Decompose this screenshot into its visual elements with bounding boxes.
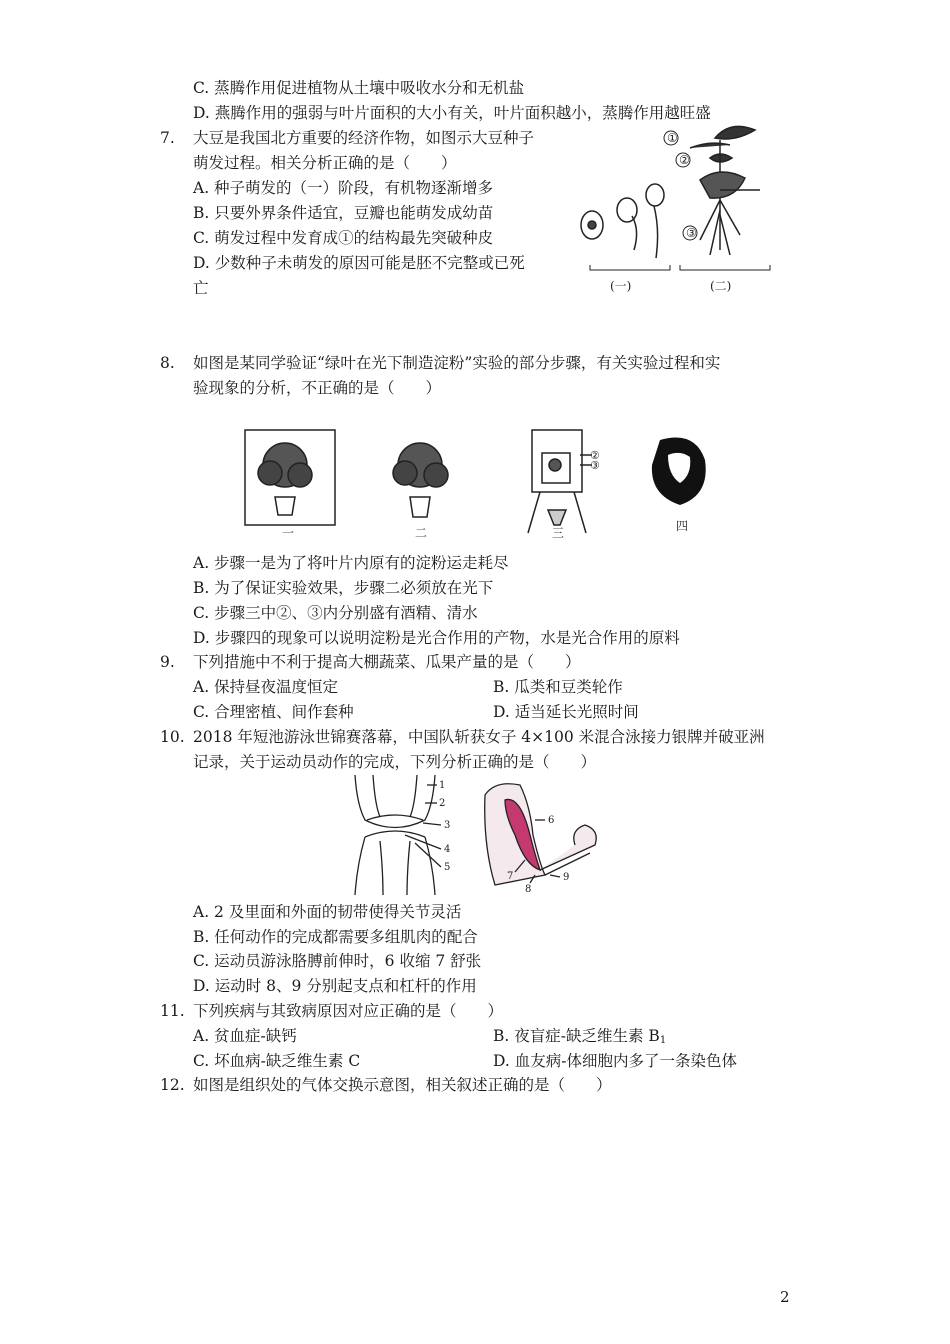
step-2-plant-light (393, 443, 448, 517)
step-3-water-bath (528, 430, 592, 533)
fig-marker-2: ② (590, 449, 600, 462)
seed-stage-1 (581, 184, 664, 258)
q9-option-b: B. 瓜类和豆类轮作 (493, 678, 623, 696)
q10-option-c: C. 运动员游泳胳膊前伸时，6 收缩 7 舒张 (193, 952, 482, 970)
q11-option-b-main: B. 夜盲症-缺乏维生素 B (493, 1027, 660, 1045)
step-label-1: 一 (282, 526, 295, 540)
stage-label-1: (一) (610, 279, 632, 293)
q12-number: 12. (160, 1076, 185, 1094)
q10-option-b: B. 任何动作的完成都需要多组肌肉的配合 (193, 928, 478, 946)
fig-label-6: 6 (548, 815, 555, 826)
q10-option-a: A. 2 及里面和外面的韧带使得关节灵活 (193, 903, 462, 921)
fig-label-2: 2 (439, 798, 446, 809)
fig-label-8: 8 (525, 884, 532, 895)
q10-option-d: D. 运动时 8、9 分别起支点和杠杆的作用 (193, 977, 477, 995)
q8-option-b: B. 为了保证实验效果，步骤二必须放在光下 (193, 579, 494, 597)
step-label-4: 四 (676, 519, 689, 533)
q10-number: 10. (160, 728, 185, 746)
q7-option-a: A. 种子萌发的（一）阶段，有机物逐渐增多 (193, 179, 494, 197)
knee-joint-diagram (355, 775, 441, 895)
q11-number: 11. (160, 1002, 185, 1020)
q9-option-a: A. 保持昼夜温度恒定 (193, 678, 339, 696)
label-marker-1: ① (667, 131, 678, 145)
q7-stem-line1: 大豆是我国北方重要的经济作物，如图示大豆种子 (193, 129, 535, 147)
fig-label-7: 7 (507, 871, 514, 882)
fig-marker-3: ③ (590, 459, 600, 472)
soybean-germination-figure (570, 120, 795, 300)
q8-number: 8. (160, 354, 175, 372)
q11-stem: 下列疾病与其致病原因对应正确的是（ ） (193, 1002, 504, 1020)
q8-option-a: A. 步骤一是为了将叶片内原有的淀粉运走耗尽 (193, 554, 509, 572)
q10-stem-line1: 2018 年短池游泳世锦赛落幕，中国队斩获女子 4×100 米混合泳接力银牌并破亚洲 (193, 728, 765, 746)
q11-option-b (493, 1026, 666, 1051)
fig-label-3: 3 (444, 820, 451, 831)
q7-number: 7. (160, 129, 175, 147)
q7-option-d-line2: 亡 (193, 279, 209, 297)
q8-stem-line1: 如图是某同学验证“绿叶在光下制造淀粉”实验的部分步骤，有关实验过程和实 (193, 354, 721, 372)
fig-label-9: 9 (563, 872, 570, 883)
step-4-stained-leaf (652, 438, 706, 506)
fig-label-5: 5 (444, 862, 451, 873)
q7-option-d-line1: D. 少数种子未萌发的原因可能是胚不完整或已死 (193, 254, 525, 272)
q8-stem-line2: 验现象的分析，不正确的是（ ） (193, 379, 442, 397)
step-1-plant-dark (245, 430, 335, 525)
q7-option-c: C. 萌发过程中发育成①的结构最先突破种皮 (193, 229, 494, 247)
q8-option-c: C. 步骤三中②、③内分别盛有酒精、清水 (193, 604, 478, 622)
q8-option-d: D. 步骤四的现象可以说明淀粉是光合作用的产物，水是光合作用的原料 (193, 629, 680, 647)
step-label-3: 三 (552, 526, 565, 540)
label-marker-2: ② (679, 153, 690, 167)
q11-option-a: A. 贫血症-缺钙 (193, 1027, 297, 1045)
arm-muscle-diagram (485, 784, 597, 885)
q11-option-d: D. 血友病-体细胞内多了一条染色体 (493, 1052, 737, 1070)
q9-stem: 下列措施中不利于提高大棚蔬菜、瓜果产量的是（ ） (193, 653, 581, 671)
joint-and-arm-figure (345, 775, 610, 895)
q12-stem: 如图是组织处的气体交换示意图，相关叙述正确的是（ ） (193, 1076, 612, 1094)
fig-label-1: 1 (439, 780, 446, 791)
q6-option-c: C. 蒸腾作用促进植物从土壤中吸收水分和无机盐 (193, 79, 525, 97)
page-number: 2 (780, 1288, 790, 1306)
q11-option-c: C. 坏血病-缺乏维生素 C (193, 1052, 361, 1070)
q11-option-b-subscript: 1 (659, 1035, 667, 1046)
step-label-2: 二 (415, 526, 428, 540)
q9-option-d: D. 适当延长光照时间 (493, 703, 639, 721)
q9-option-c: C. 合理密植、间作套种 (193, 703, 354, 721)
q7-stem-line2: 萌发过程。相关分析正确的是（ ） (193, 154, 457, 172)
q9-number: 9. (160, 653, 175, 671)
q10-stem-line2: 记录，关于运动员动作的完成，下列分析正确的是（ ） (193, 753, 597, 771)
fig-label-4: 4 (444, 844, 451, 855)
q6-option-d: D. 燕腾作用的强弱与叶片面积的大小有关，叶片面积越小，蒸腾作用越旺盛 (193, 104, 711, 122)
starch-experiment-figure (240, 425, 720, 540)
seedling-stage-2 (690, 126, 760, 255)
stage-label-2: (二) (710, 279, 732, 293)
q7-option-b: B. 只要外界条件适宜，豆瓣也能萌发成幼苗 (193, 204, 494, 222)
label-marker-3: ③ (686, 226, 697, 240)
